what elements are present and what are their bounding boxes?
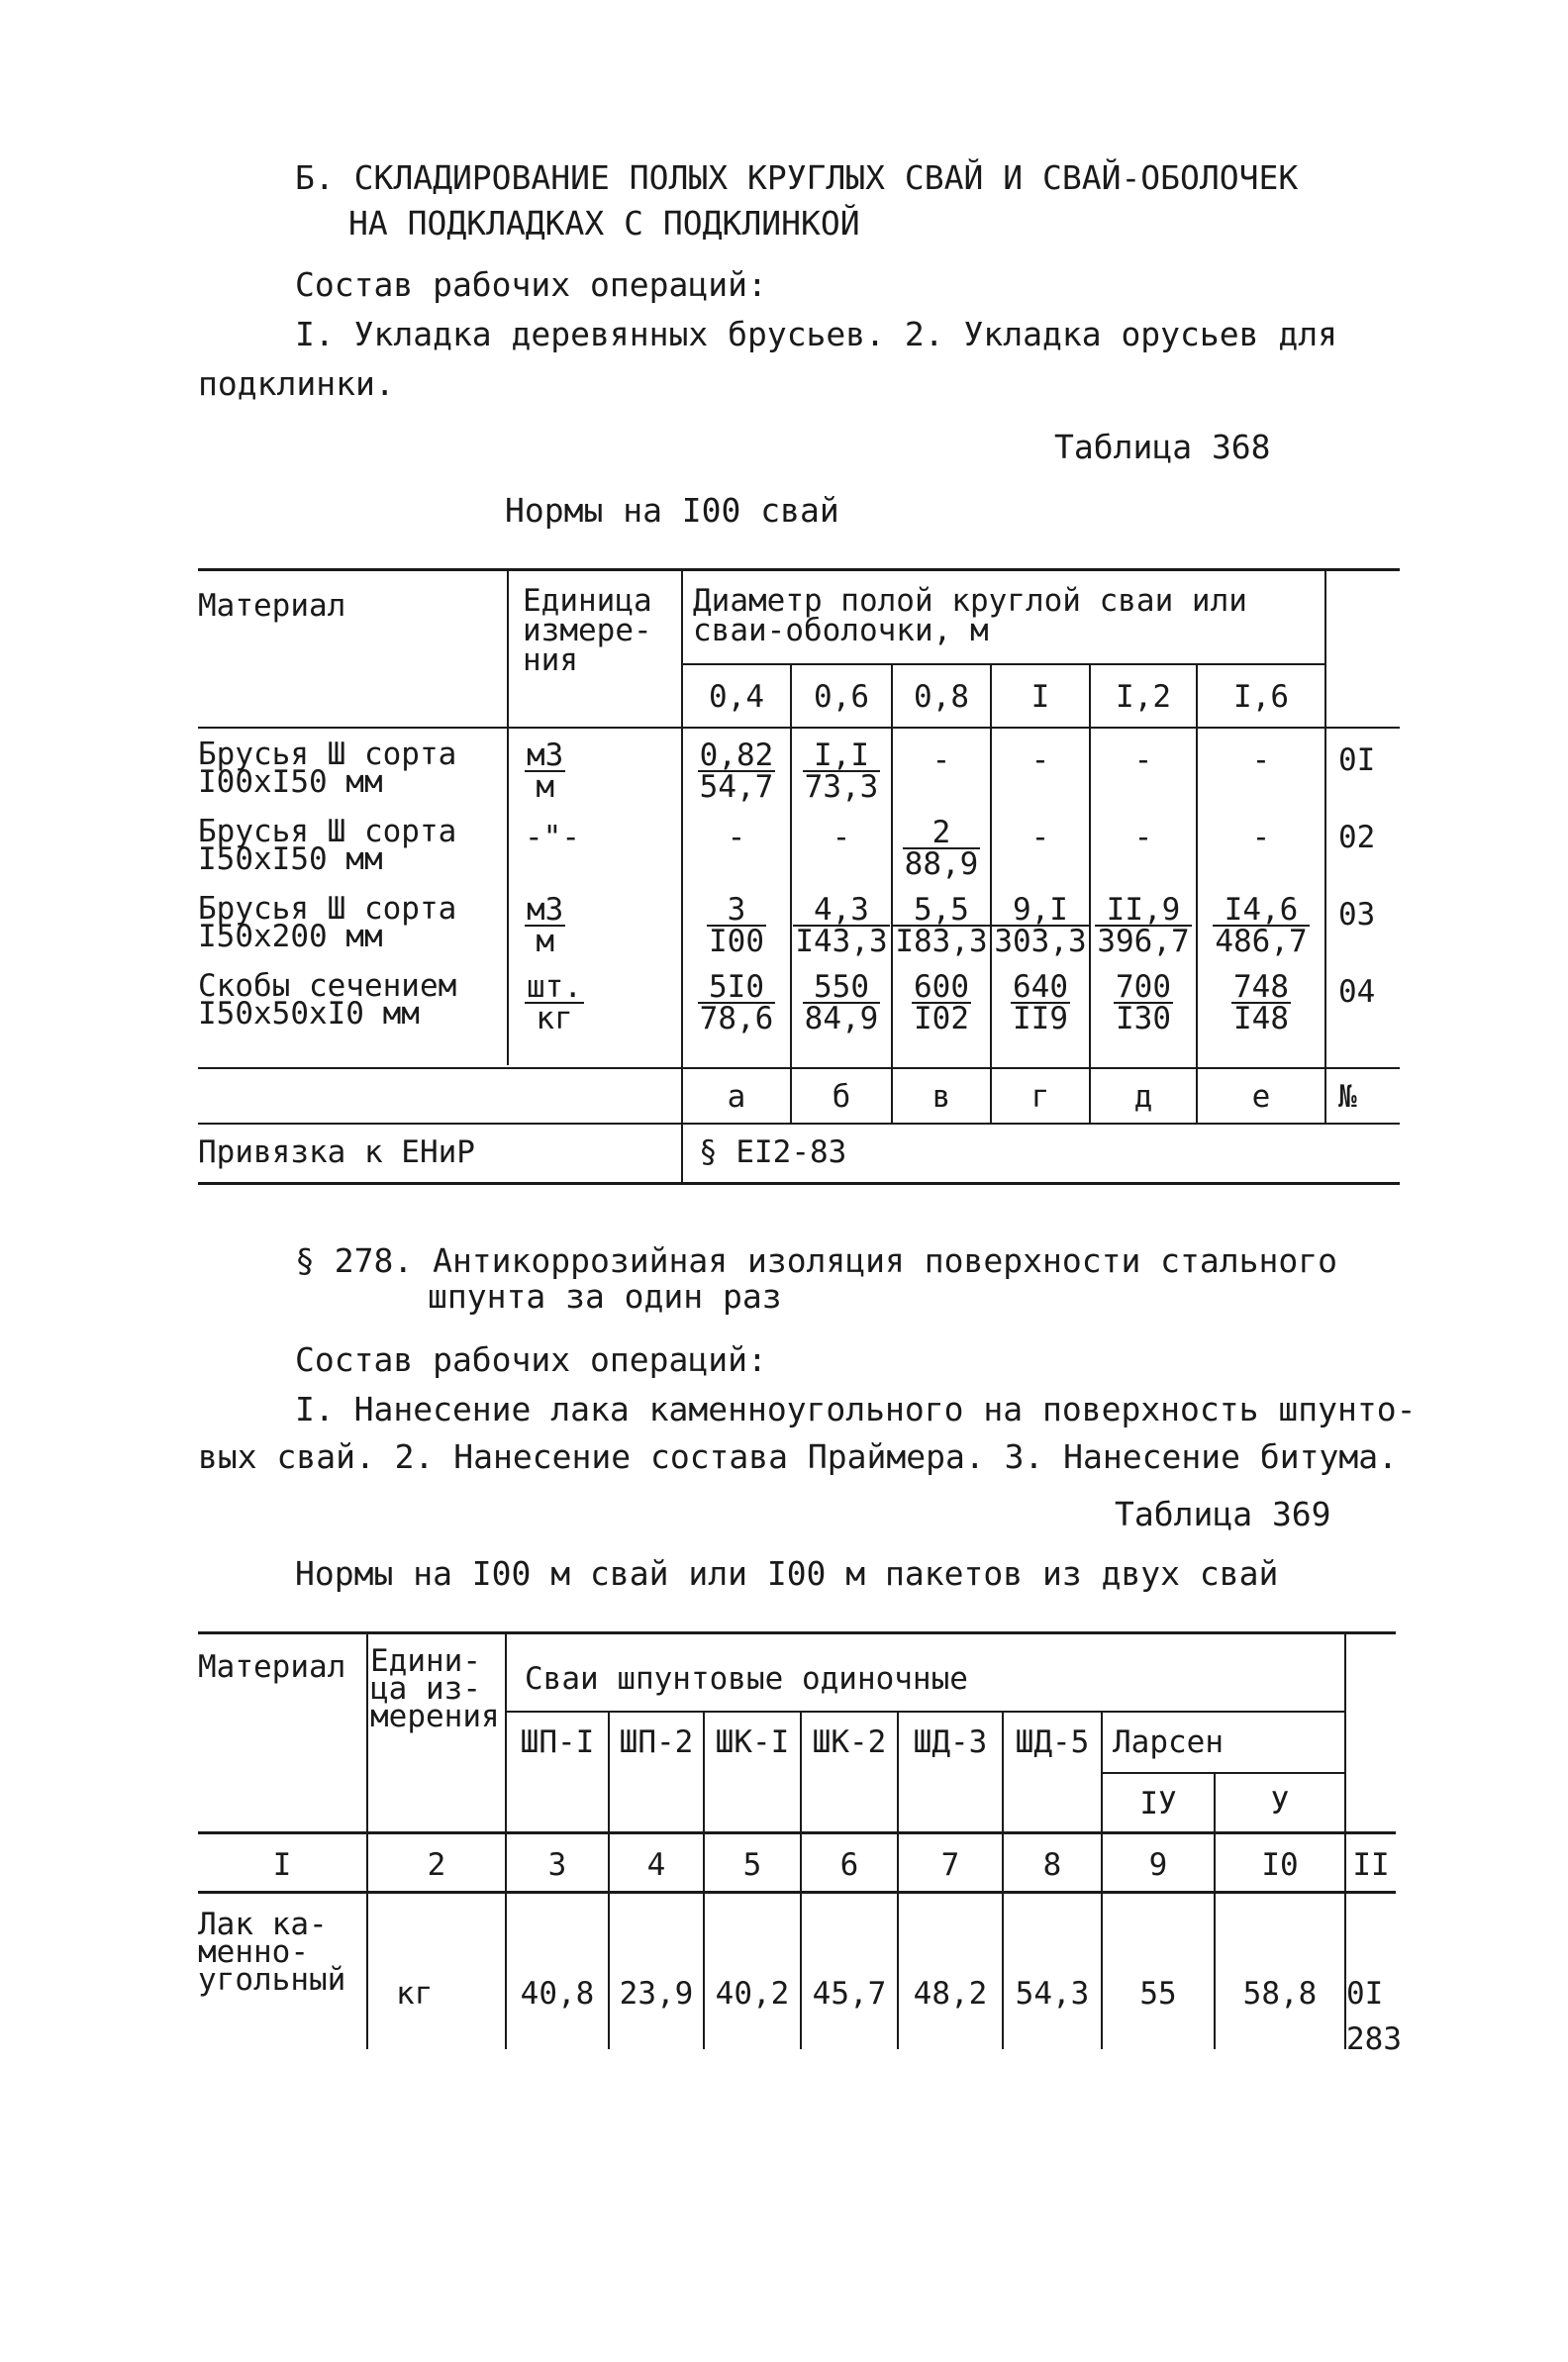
table368-header-diameter (693, 583, 1247, 648)
column-number: I (272, 1847, 292, 1883)
norm-dash: - (1133, 742, 1153, 778)
unit-numerator: м3 (527, 892, 564, 928)
table369-vline (366, 1633, 368, 2049)
norm-denominator: I00 (709, 924, 764, 959)
norm-value-cell: 54,3 (1015, 1976, 1090, 2012)
table368-bottom-rule (198, 1182, 1400, 1185)
norm-value-cell (683, 892, 790, 961)
norm-dash: - (727, 820, 746, 855)
norm-dash: - (832, 820, 851, 855)
diameter-1-2: I,2 (1116, 679, 1171, 715)
table368-header-unit (523, 583, 652, 678)
unit-cell (525, 969, 624, 1038)
norm-value-cell (1198, 969, 1324, 1038)
norm-dash: - (1030, 820, 1050, 855)
norm-denominator: 73,3 (804, 769, 879, 805)
row-code: 03 (1338, 897, 1376, 933)
header-diam-line: сваи-оболочки, м (693, 613, 989, 648)
diameter-0-6: 0,6 (814, 679, 869, 715)
norm-numerator: 3 (707, 895, 766, 927)
row-material-line: менно- (198, 1934, 309, 1970)
row-code: 04 (1338, 974, 1376, 1010)
table369-caption: Таблица 369 (1115, 1495, 1331, 1533)
norm-fraction (1231, 969, 1291, 1036)
norm-fraction (1011, 969, 1070, 1036)
col-no-sign: № (1338, 1079, 1357, 1115)
norm-value-cell (792, 740, 891, 807)
norm-numerator: I,I (803, 740, 881, 772)
norm-value-cell (792, 818, 891, 857)
norm-denominator: II9 (1013, 1001, 1068, 1036)
norm-value-cell (683, 818, 790, 857)
col-letter-a: а (727, 1079, 746, 1115)
table368-letters-rule (198, 1123, 1400, 1125)
row-code: 0I (1338, 742, 1376, 778)
norm-value-cell (893, 740, 990, 780)
type-shk-2: ШК-2 (812, 1724, 887, 1760)
table368-diam-rule (681, 663, 1324, 665)
table369-larsen-rule (1101, 1772, 1344, 1774)
norm-fraction (893, 892, 989, 959)
norm-value-cell (992, 969, 1089, 1038)
norm-denominator: 54,7 (699, 769, 774, 805)
section-b-ops-label: Состав рабочих операций: (295, 265, 767, 304)
type-shd-3: ШД-3 (913, 1724, 988, 1760)
header-diam-line: Диаметр полой круглой сваи или (693, 583, 1247, 619)
norm-value-cell: 48,2 (913, 1976, 988, 2012)
norm-denominator: 84,9 (804, 1001, 879, 1036)
unit-fraction (525, 738, 565, 805)
norm-denominator: I30 (1116, 1001, 1171, 1036)
norm-fraction (698, 738, 776, 805)
header-unit-line: Едини- (370, 1643, 481, 1679)
col-letter-v: в (931, 1079, 951, 1115)
column-number: 3 (547, 1847, 567, 1883)
column-number: I0 (1261, 1847, 1299, 1883)
norm-value-cell (992, 818, 1089, 857)
norm-value-cell (1091, 818, 1196, 857)
table368-vline (790, 665, 792, 1123)
norm-numerator: 2 (903, 818, 981, 849)
norm-numerator: 550 (803, 972, 881, 1004)
norm-denominator: I83,3 (895, 924, 988, 959)
norm-value-cell (683, 740, 790, 807)
table368-vline (1196, 665, 1198, 1123)
material-line: I50x50xI0 мм (198, 996, 420, 1032)
table369-header-group: Сваи шпунтовые одиночные (525, 1661, 968, 1697)
norm-denominator: 396,7 (1097, 924, 1190, 959)
material-cell (198, 968, 457, 1032)
table369-row-code: 0I (1346, 1976, 1384, 2012)
norm-value-cell (893, 892, 990, 961)
col-letter-e: е (1251, 1079, 1271, 1115)
material-line: Скобы сечением (198, 968, 457, 1004)
column-number: 2 (427, 1847, 446, 1883)
norm-denominator: I43,3 (795, 924, 888, 959)
norm-fraction (803, 969, 881, 1036)
norm-value-cell (683, 969, 790, 1038)
column-number: 5 (742, 1847, 762, 1883)
header-unit-line: измере- (523, 613, 652, 648)
column-number: 4 (646, 1847, 666, 1883)
table368-vline (990, 665, 992, 1123)
unit-cell (525, 892, 624, 961)
row-code: 02 (1338, 820, 1376, 855)
larsen-v: У (1270, 1786, 1290, 1821)
table369-subtitle: Нормы на I00 м свай или I00 м пакетов из двух свай (295, 1554, 1279, 1593)
norm-denominator: I02 (914, 1001, 969, 1036)
material-line: I50x200 мм (198, 919, 383, 954)
section-b-ops-line1: I. Укладка деревянных брусьев. 2. Укладка орусьев для (295, 315, 1337, 353)
column-number: II (1352, 1847, 1390, 1883)
norm-dash: - (931, 742, 951, 778)
row-material-line: угольный (198, 1962, 346, 1998)
material-line: Брусья Ш сорта (198, 737, 457, 772)
table369-header-rule (198, 1831, 1396, 1834)
binding-label: Привязка к ЕНиР (198, 1134, 475, 1170)
table368-vline (507, 570, 509, 1065)
section-b-title-line2: НА ПОДКЛАДКАХ С ПОДКЛИНКОЙ (348, 204, 860, 243)
norm-denominator: 88,9 (904, 846, 979, 882)
header-unit-line: мерения (370, 1699, 500, 1734)
table369-header-unit (370, 1643, 500, 1734)
table369-numbers-rule (198, 1891, 1396, 1894)
section-b-ops-line2: подклинки. (198, 364, 395, 403)
type-shp-1: ШП-I (520, 1724, 595, 1760)
unit-denominator: м (536, 924, 554, 959)
norm-fraction (912, 969, 971, 1036)
norm-denominator: I48 (1233, 1001, 1289, 1036)
norm-value-cell (1091, 892, 1196, 961)
row-material-line: Лак ка- (198, 1907, 328, 1942)
norm-fraction (698, 969, 776, 1036)
material-cell (198, 737, 457, 800)
header-unit-line: Единица (523, 583, 652, 619)
norm-numerator: 9,I (992, 895, 1088, 927)
norm-dash: - (1030, 742, 1050, 778)
col-letter-d: д (1133, 1079, 1153, 1115)
norm-value-cell: 58,8 (1242, 1976, 1318, 2012)
type-larsen: Ларсен (1113, 1724, 1224, 1760)
unit-numerator: м3 (527, 738, 564, 773)
norm-value-cell (1198, 892, 1324, 961)
unit-cell (525, 818, 624, 857)
binding-value: § ЕI2-83 (699, 1134, 847, 1170)
norm-dash: - (1251, 820, 1271, 855)
norm-numerator: 748 (1233, 969, 1289, 1005)
norm-value-cell (893, 969, 990, 1038)
table368-vline (1324, 570, 1326, 1123)
table368-vline (891, 665, 893, 1123)
norm-numerator: 640 (1013, 969, 1068, 1005)
norm-fraction (903, 815, 981, 882)
norm-fraction (707, 892, 766, 959)
section-278-ops-line1: I. Нанесение лака каменноугольного на поверхность шпунто- (295, 1390, 1417, 1428)
table368-top-rule (198, 568, 1400, 571)
norm-dash: - (1133, 820, 1153, 855)
norm-fraction (1095, 892, 1191, 959)
norm-fraction (992, 892, 1088, 959)
column-number: 9 (1148, 1847, 1168, 1883)
norm-numerator: 4,3 (793, 895, 889, 927)
norm-fraction (793, 892, 889, 959)
norm-value-cell (792, 892, 891, 961)
norm-value-cell (992, 740, 1089, 780)
norm-denominator: 486,7 (1215, 924, 1308, 959)
column-number: 6 (839, 1847, 859, 1883)
diameter-0-8: 0,8 (914, 679, 969, 715)
section-278-ops-label: Состав рабочих операций: (295, 1340, 767, 1379)
norm-value-cell (1198, 818, 1324, 857)
material-cell (198, 891, 457, 954)
table369-header-material: Материал (198, 1649, 346, 1685)
norm-value-cell: 40,2 (715, 1976, 790, 2012)
type-shk-1: ШК-I (715, 1724, 790, 1760)
type-shd-5: ШД-5 (1015, 1724, 1090, 1760)
table369-row-unit: кг (396, 1976, 434, 2012)
unit-fraction (525, 892, 565, 959)
section-278-ops-line2: вых свай. 2. Нанесение состава Праймера. 3. Нанесение битума. (198, 1437, 1398, 1476)
diameter-1: I (1030, 679, 1050, 715)
norm-numerator: 700 (1116, 969, 1171, 1005)
material-line: I50xI50 мм (198, 841, 383, 877)
norm-value-cell (1091, 969, 1196, 1038)
table368-subtitle: Нормы на I00 свай (505, 491, 839, 530)
column-number: 8 (1042, 1847, 1062, 1883)
norm-value-cell: 55 (1139, 1976, 1177, 2012)
larsen-iv: IУ (1139, 1786, 1177, 1821)
diameter-1-6: I,6 (1233, 679, 1289, 715)
col-letter-b: б (832, 1079, 851, 1115)
header-unit-line: ца из- (370, 1671, 481, 1707)
norm-numerator: 600 (914, 969, 969, 1005)
material-line: Брусья Ш сорта (198, 891, 457, 927)
unit-fraction (525, 969, 584, 1036)
unit-denominator: м (536, 769, 554, 805)
norm-dash: - (1251, 742, 1271, 778)
norm-fraction (803, 738, 881, 805)
norm-value-cell (792, 969, 891, 1038)
norm-numerator: II,9 (1095, 895, 1191, 927)
norm-numerator: 5,5 (893, 895, 989, 927)
norm-fraction (1114, 969, 1173, 1036)
table368-header-rule (198, 727, 1400, 729)
norm-denominator: 303,3 (994, 924, 1087, 959)
norm-value-cell (1198, 740, 1324, 780)
unit-numerator: шт. (527, 969, 582, 1005)
material-line: I00xI50 мм (198, 764, 383, 800)
norm-value-cell: 40,8 (520, 1976, 595, 2012)
norm-numerator: 0,82 (699, 738, 774, 773)
page-number: 283 (1346, 2021, 1402, 2057)
norm-numerator: I4,6 (1213, 895, 1309, 927)
table369-group-rule (505, 1711, 1344, 1713)
header-unit-line: ния (523, 642, 578, 678)
material-line: Брусья Ш сорта (198, 814, 457, 849)
table368-vline (1089, 665, 1091, 1123)
norm-value-cell (1091, 740, 1196, 780)
norm-denominator: 78,6 (699, 1001, 774, 1036)
norm-value-cell: 23,9 (619, 1976, 694, 2012)
norm-value-cell (893, 815, 990, 884)
column-number: 7 (940, 1847, 960, 1883)
table369-row-material (198, 1907, 346, 1998)
unit-denominator: кг (536, 1001, 573, 1036)
norm-numerator: 5I0 (698, 972, 776, 1004)
unit-cell (525, 740, 624, 807)
section-278-title-line2: шпунта за один раз (428, 1277, 782, 1316)
type-shp-2: ШП-2 (619, 1724, 694, 1760)
norm-value-cell: 45,7 (812, 1976, 887, 2012)
norm-value-cell (992, 892, 1089, 961)
norm-fraction (1213, 892, 1309, 959)
col-letter-g: г (1030, 1079, 1050, 1115)
table369-top-rule (198, 1631, 1396, 1634)
table368-body-rule (198, 1067, 1400, 1069)
table368-caption: Таблица 368 (1054, 428, 1271, 466)
section-278-title-line1: § 278. Антикоррозийная изоляция поверхности стального (295, 1241, 1337, 1280)
unit-ditto: -"- (525, 820, 580, 855)
material-cell (198, 814, 457, 877)
diameter-0-4: 0,4 (709, 679, 764, 715)
table368-header-material: Материал (198, 588, 346, 624)
section-b-title-line1: Б. СКЛАДИРОВАНИЕ ПОЛЫХ КРУГЛЫХ СВАЙ И СВАЙ-ОБОЛОЧЕК (295, 158, 1299, 197)
